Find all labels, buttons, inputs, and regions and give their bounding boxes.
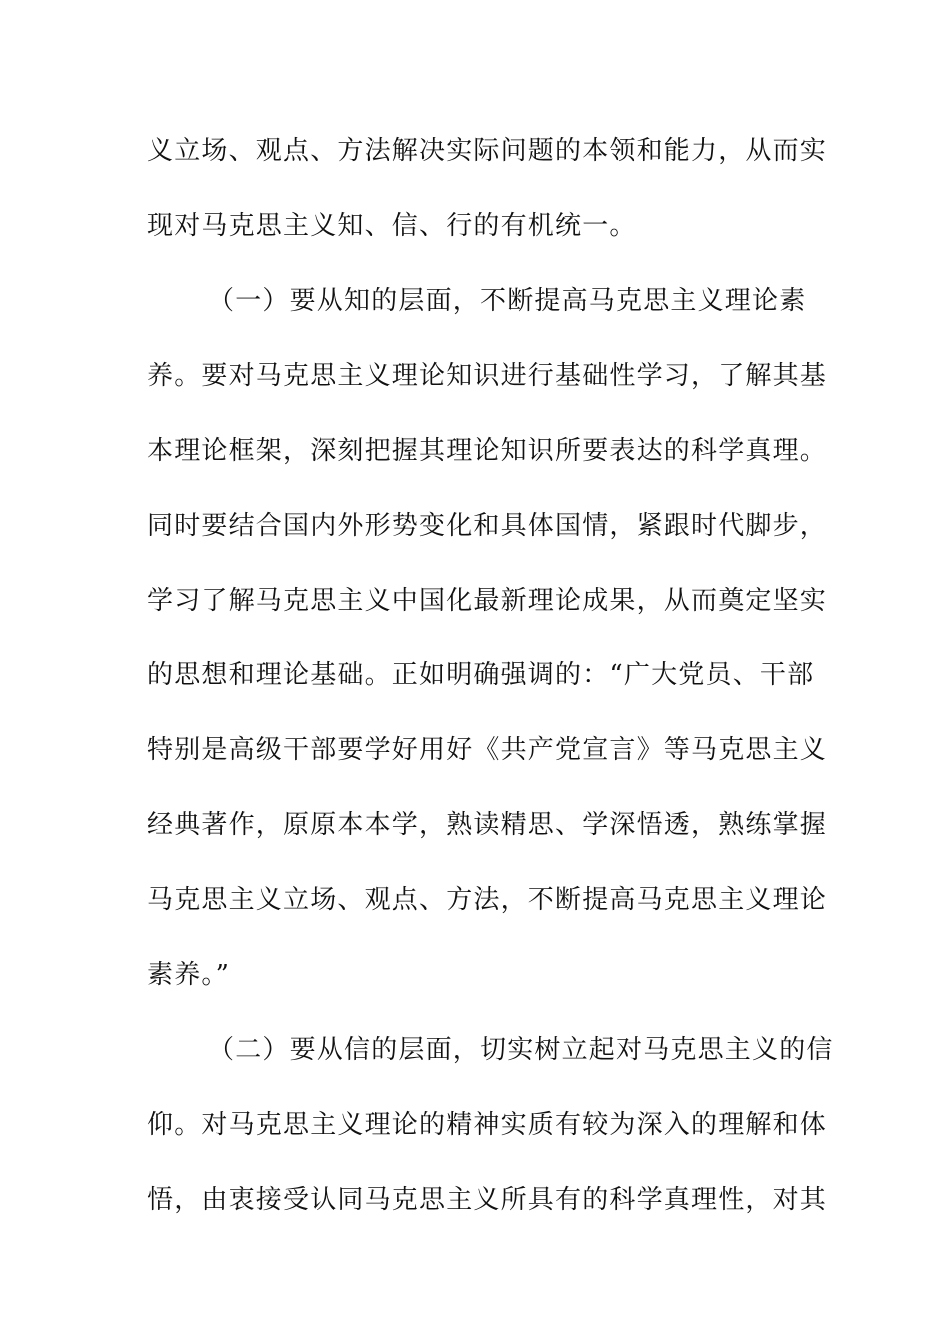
text-line: 悟，由衷接受认同马克思主义所具有的科学真理性，对其 [147, 1185, 828, 1215]
text-line: 同时要结合国内外形势变化和具体国情，紧跟时代脚步， [147, 511, 828, 541]
paragraph-heading-2: （二）要从信的层面，切实树立起对马克思主义的信 [208, 1035, 834, 1065]
text-line: 养。要对马克思主义理论知识进行基础性学习，了解其基 [147, 361, 828, 391]
text-line: 特别是高级干部要学好用好《共产党宣言》等马克思主义 [147, 735, 828, 765]
text-line: 学习了解马克思主义中国化最新理论成果，从而奠定坚实 [147, 586, 828, 616]
text-line: 仰。对马克思主义理论的精神实质有较为深入的理解和体 [147, 1110, 828, 1140]
text-line: 素养。” [147, 960, 231, 990]
text-line: 的思想和理论基础。正如明确强调的：“广大党员、干部 [147, 660, 815, 690]
text-line: 经典著作，原原本本学，熟读精思、学深悟透，熟练掌握 [147, 810, 828, 840]
text-line: 义立场、观点、方法解决实际问题的本领和能力，从而实 [147, 136, 828, 166]
text-line: 马克思主义立场、观点、方法，不断提高马克思主义理论 [147, 885, 828, 915]
text-line: 本理论框架，深刻把握其理论知识所要表达的科学真理。 [147, 436, 828, 466]
paragraph-heading-1: （一）要从知的层面，不断提高马克思主义理论素 [208, 286, 807, 316]
text-line: 现对马克思主义知、信、行的有机统一。 [147, 211, 637, 241]
